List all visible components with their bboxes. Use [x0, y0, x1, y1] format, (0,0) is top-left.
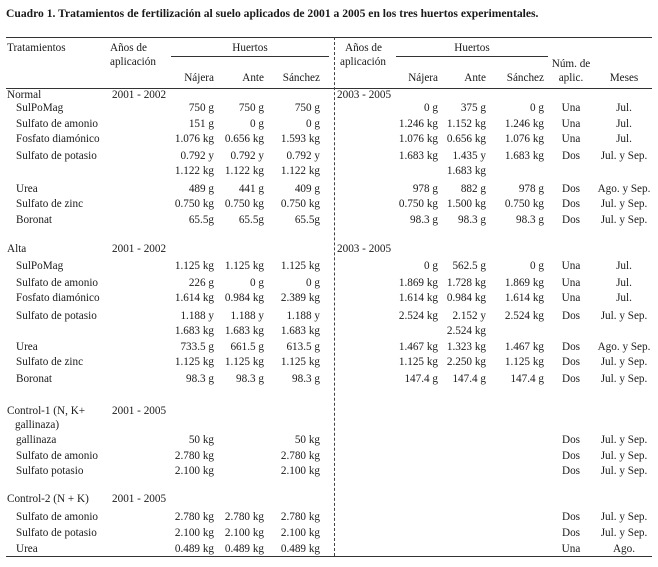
cell-meses: Jul. y Sep. — [600, 198, 648, 210]
header-aplic: aplic. — [558, 72, 584, 84]
cell-left-ante: 1.188 y — [230, 310, 264, 322]
cell-meses: Jul. y Sep. — [600, 434, 648, 446]
cell-num-aplic: Dos — [561, 150, 581, 162]
cell-meses: Ago. — [612, 543, 636, 555]
header-num-aplic: Núm. de — [551, 58, 591, 70]
cell-num-aplic: Una — [561, 543, 581, 555]
header-huertos-left: Huertos — [232, 42, 268, 54]
cell-left-sanchez: 1.125 kg — [280, 260, 320, 272]
cell-right-sanchez: 147.4 g — [510, 373, 544, 385]
group-years-left: 2001 - 2002 — [112, 243, 167, 255]
cell-right-najera: 1.614 kg — [398, 292, 438, 304]
cell-right-ante: 882 g — [460, 183, 486, 195]
cell-num-aplic: Una — [561, 277, 581, 289]
cell-right-ante-cont: 2.524 kg — [446, 325, 486, 337]
cell-left-ante-cont: 1.683 kg — [224, 325, 264, 337]
cell-left-ante: 0.792 y — [230, 150, 264, 162]
cell-left-najera: 2.100 kg — [174, 465, 214, 477]
cell-right-sanchez: 1.869 kg — [504, 277, 544, 289]
row-treatment-name: Boronat — [16, 373, 53, 385]
group-years-left: 2001 - 2005 — [112, 493, 167, 505]
cell-left-najera: 0.750 kg — [174, 198, 214, 210]
cell-meses: Jul. y Sep. — [600, 465, 648, 477]
table-caption: Cuadro 1. Tratamientos de fertilización al suelo aplicados de 2001 a 2005 en los tres huertos experimentales. — [6, 7, 539, 20]
cell-left-najera: 1.076 kg — [174, 133, 214, 145]
cell-meses: Ago. y Sep. — [597, 183, 651, 195]
cell-left-ante: 98.3 g — [236, 373, 264, 385]
header-sanchez-right: Sánchez — [506, 72, 544, 84]
cell-num-aplic: Dos — [561, 356, 581, 368]
cell-right-najera: 1.125 kg — [398, 356, 438, 368]
header-aplicacion-left: aplicación — [110, 56, 156, 68]
row-treatment-name: gallinaza — [16, 434, 57, 446]
cell-right-ante-cont: 1.683 kg — [446, 165, 486, 177]
cell-left-sanchez: 409 g — [294, 183, 320, 195]
row-treatment-name: Sulfato de amonio — [16, 118, 99, 130]
top-rule — [6, 37, 652, 38]
header-anios-left: Años de — [110, 42, 147, 54]
cell-left-najera: 2.780 kg — [174, 450, 214, 462]
cell-right-ante: 2.250 kg — [446, 356, 486, 368]
row-treatment-name: Sulfato de zinc — [16, 198, 84, 210]
cell-right-sanchez: 0.750 kg — [504, 198, 544, 210]
cell-right-ante: 1.500 kg — [446, 198, 486, 210]
row-treatment-name: Sulfato de potasio — [16, 150, 97, 162]
header-najera-right: Nájera — [408, 72, 438, 84]
row-treatment-name: Urea — [16, 341, 38, 353]
cell-left-ante: 0.656 kg — [224, 133, 264, 145]
cell-right-najera: 1.683 kg — [398, 150, 438, 162]
cell-right-sanchez: 1.467 kg — [504, 341, 544, 353]
cell-right-ante: 0.656 kg — [446, 133, 486, 145]
cell-num-aplic: Dos — [561, 341, 581, 353]
cell-right-sanchez: 1.614 kg — [504, 292, 544, 304]
cell-meses: Jul. y Sep. — [600, 511, 648, 523]
cell-right-najera: 1.869 kg — [398, 277, 438, 289]
cell-right-najera: 978 g — [412, 183, 438, 195]
cell-left-najera-cont: 1.122 kg — [174, 165, 214, 177]
cell-right-ante: 147.4 g — [452, 373, 486, 385]
cell-left-najera: 151 g — [188, 118, 214, 130]
cell-meses: Jul. — [616, 277, 632, 289]
cell-num-aplic: Dos — [561, 450, 581, 462]
group-label: Alta — [7, 243, 27, 255]
header-ante-left: Ante — [242, 72, 264, 84]
cell-left-sanchez-cont: 1.683 kg — [280, 325, 320, 337]
cell-meses: Jul. y Sep. — [600, 373, 648, 385]
cell-right-ante: 1.152 kg — [446, 118, 486, 130]
header-huertos-right: Huertos — [454, 42, 490, 54]
cell-right-ante: 375 g — [460, 102, 486, 114]
cell-left-ante: 750 g — [238, 102, 264, 114]
cell-left-sanchez: 750 g — [294, 102, 320, 114]
cell-num-aplic: Una — [561, 133, 581, 145]
cell-left-sanchez: 0 g — [306, 277, 320, 289]
cell-left-ante: 441 g — [238, 183, 264, 195]
cell-right-ante: 0.984 kg — [446, 292, 486, 304]
row-treatment-name: Urea — [16, 183, 38, 195]
cell-right-ante: 1.728 kg — [446, 277, 486, 289]
cell-left-najera: 2.100 kg — [174, 527, 214, 539]
cell-meses: Jul. y Sep. — [600, 310, 648, 322]
cell-left-sanchez: 0.750 kg — [280, 198, 320, 210]
cell-left-ante: 2.100 kg — [224, 527, 264, 539]
cell-right-najera: 1.076 kg — [398, 133, 438, 145]
cell-right-najera: 1.467 kg — [398, 341, 438, 353]
cell-num-aplic: Dos — [561, 198, 581, 210]
cell-left-najera: 50 kg — [188, 434, 214, 446]
cell-left-sanchez: 613.5 g — [286, 341, 320, 353]
cell-num-aplic: Dos — [561, 310, 581, 322]
cell-num-aplic: Dos — [561, 465, 581, 477]
cell-meses: Jul. y Sep. — [600, 450, 648, 462]
header-meses: Meses — [609, 72, 639, 84]
cell-right-sanchez: 1.076 kg — [504, 133, 544, 145]
cell-left-sanchez: 2.389 kg — [280, 292, 320, 304]
cell-right-najera: 147.4 g — [404, 373, 438, 385]
cell-left-najera: 2.780 kg — [174, 511, 214, 523]
cell-num-aplic: Dos — [561, 434, 581, 446]
cell-left-ante: 1.125 kg — [224, 356, 264, 368]
cell-right-sanchez: 0 g — [530, 260, 544, 272]
cell-left-ante: 0.984 kg — [224, 292, 264, 304]
period-divider — [334, 37, 335, 556]
row-treatment-name: Urea — [16, 543, 38, 555]
cell-right-ante: 562.5 g — [452, 260, 486, 272]
cell-left-sanchez: 2.780 kg — [280, 511, 320, 523]
cell-left-sanchez: 98.3 g — [292, 373, 320, 385]
cell-meses: Jul. y Sep. — [600, 214, 648, 226]
cell-left-sanchez: 65.5g — [294, 214, 320, 226]
cell-meses: Jul. — [616, 133, 632, 145]
group-years-left: 2001 - 2002 — [112, 89, 167, 101]
row-treatment-name: SulPoMag — [16, 260, 64, 272]
huertos-right-rule — [396, 56, 548, 57]
row-treatment-name: Sulfato de potasio — [16, 310, 97, 322]
cell-left-sanchez: 1.593 kg — [280, 133, 320, 145]
cell-left-najera: 750 g — [188, 102, 214, 114]
cell-meses: Jul. — [616, 102, 632, 114]
cell-left-najera: 0.792 y — [180, 150, 214, 162]
cell-left-sanchez-cont: 1.122 kg — [280, 165, 320, 177]
cell-num-aplic: Dos — [561, 214, 581, 226]
cell-left-najera: 98.3 g — [186, 373, 214, 385]
cell-right-sanchez: 0 g — [530, 102, 544, 114]
header-najera-left: Nájera — [184, 72, 214, 84]
cell-meses: Jul. y Sep. — [600, 356, 648, 368]
cell-meses: Jul. — [616, 292, 632, 304]
row-treatment-name: Fosfato diamónico — [16, 133, 100, 145]
cell-left-sanchez: 1.188 y — [286, 310, 320, 322]
cell-right-najera: 0 g — [424, 102, 438, 114]
row-treatment-name: Sulfato de amonio — [16, 277, 99, 289]
group-years-left: 2001 - 2005 — [112, 405, 167, 417]
cell-num-aplic: Una — [561, 118, 581, 130]
cell-right-ante: 1.435 y — [452, 150, 486, 162]
cell-left-ante: 65.5g — [238, 214, 264, 226]
cell-left-sanchez: 1.125 kg — [280, 356, 320, 368]
cell-right-ante: 98.3 g — [458, 214, 486, 226]
cell-right-najera: 2.524 kg — [398, 310, 438, 322]
cell-left-ante: 0.750 kg — [224, 198, 264, 210]
cell-right-ante: 1.323 kg — [446, 341, 486, 353]
header-bottom-rule — [6, 88, 652, 89]
cell-left-ante: 0 g — [250, 277, 264, 289]
cell-num-aplic: Una — [561, 292, 581, 304]
cell-left-najera: 733.5 g — [180, 341, 214, 353]
cell-num-aplic: Una — [561, 102, 581, 114]
cell-left-najera: 226 g — [188, 277, 214, 289]
row-treatment-name: Sulfato de zinc — [16, 356, 84, 368]
cell-meses: Ago. y Sep. — [597, 341, 651, 353]
huertos-left-rule — [171, 56, 329, 57]
cell-right-najera: 0.750 kg — [398, 198, 438, 210]
cell-meses: Jul. — [616, 118, 632, 130]
row-treatment-name: Sulfato potasio — [16, 465, 84, 477]
cell-num-aplic: Dos — [561, 511, 581, 523]
cell-num-aplic: Dos — [561, 183, 581, 195]
cell-right-najera: 98.3 g — [410, 214, 438, 226]
cell-left-najera: 0.489 kg — [174, 543, 214, 555]
cell-left-sanchez: 0.489 kg — [280, 543, 320, 555]
cell-left-najera: 1.125 kg — [174, 260, 214, 272]
cell-meses: Jul. y Sep. — [600, 150, 648, 162]
cell-right-najera: 0 g — [424, 260, 438, 272]
cell-num-aplic: Dos — [561, 527, 581, 539]
group-label: Control-1 (N, K+ — [7, 405, 86, 417]
cell-right-ante: 2.152 y — [452, 310, 486, 322]
cell-left-ante: 1.125 kg — [224, 260, 264, 272]
cell-left-sanchez: 50 kg — [294, 434, 320, 446]
cell-right-sanchez: 1.683 kg — [504, 150, 544, 162]
row-treatment-name: Sulfato de amonio — [16, 511, 99, 523]
cell-right-sanchez: 978 g — [518, 183, 544, 195]
cell-left-sanchez: 0.792 y — [286, 150, 320, 162]
group-years-right: 2003 - 2005 — [337, 243, 392, 255]
row-treatment-name: SulPoMag — [16, 102, 64, 114]
header-anios-right: Años de — [345, 42, 382, 54]
cell-left-sanchez: 2.100 kg — [280, 527, 320, 539]
cell-right-sanchez: 98.3 g — [516, 214, 544, 226]
header-aplicacion-right: aplicación — [340, 56, 386, 68]
cell-num-aplic: Dos — [561, 373, 581, 385]
row-treatment-name: Sulfato de potasio — [16, 527, 97, 539]
cell-left-sanchez: 2.780 kg — [280, 450, 320, 462]
cell-meses: Jul. y Sep. — [600, 527, 648, 539]
cell-left-najera-cont: 1.683 kg — [174, 325, 214, 337]
group-label-cont: gallinaza) — [15, 419, 60, 431]
cell-left-najera: 1.188 y — [180, 310, 214, 322]
header-tratamientos: Tratamientos — [7, 42, 66, 54]
cell-left-ante-cont: 1.122 kg — [224, 165, 264, 177]
cell-left-najera: 1.614 kg — [174, 292, 214, 304]
cell-left-ante: 2.780 kg — [224, 511, 264, 523]
group-label: Normal — [7, 89, 42, 101]
cell-left-sanchez: 0 g — [306, 118, 320, 130]
cell-left-najera: 489 g — [188, 183, 214, 195]
cell-left-ante: 0.489 kg — [224, 543, 264, 555]
cell-left-ante: 0 g — [250, 118, 264, 130]
header-ante-right: Ante — [464, 72, 486, 84]
header-sanchez-left: Sánchez — [282, 72, 320, 84]
row-treatment-name: Fosfato diamónico — [16, 292, 100, 304]
cell-right-sanchez: 1.125 kg — [504, 356, 544, 368]
bottom-rule — [6, 556, 652, 557]
row-treatment-name: Sulfato de amonio — [16, 450, 99, 462]
row-treatment-name: Boronat — [16, 214, 53, 226]
cell-meses: Jul. — [616, 260, 632, 272]
cell-right-najera: 1.246 kg — [398, 118, 438, 130]
group-label: Control-2 (N + K) — [7, 493, 89, 505]
cell-num-aplic: Una — [561, 260, 581, 272]
cell-left-ante: 661.5 g — [230, 341, 264, 353]
cell-left-najera: 65.5g — [188, 214, 214, 226]
cell-right-sanchez: 2.524 kg — [504, 310, 544, 322]
cell-left-sanchez: 2.100 kg — [280, 465, 320, 477]
cell-left-najera: 1.125 kg — [174, 356, 214, 368]
cell-right-sanchez: 1.246 kg — [504, 118, 544, 130]
group-years-right: 2003 - 2005 — [337, 89, 392, 101]
